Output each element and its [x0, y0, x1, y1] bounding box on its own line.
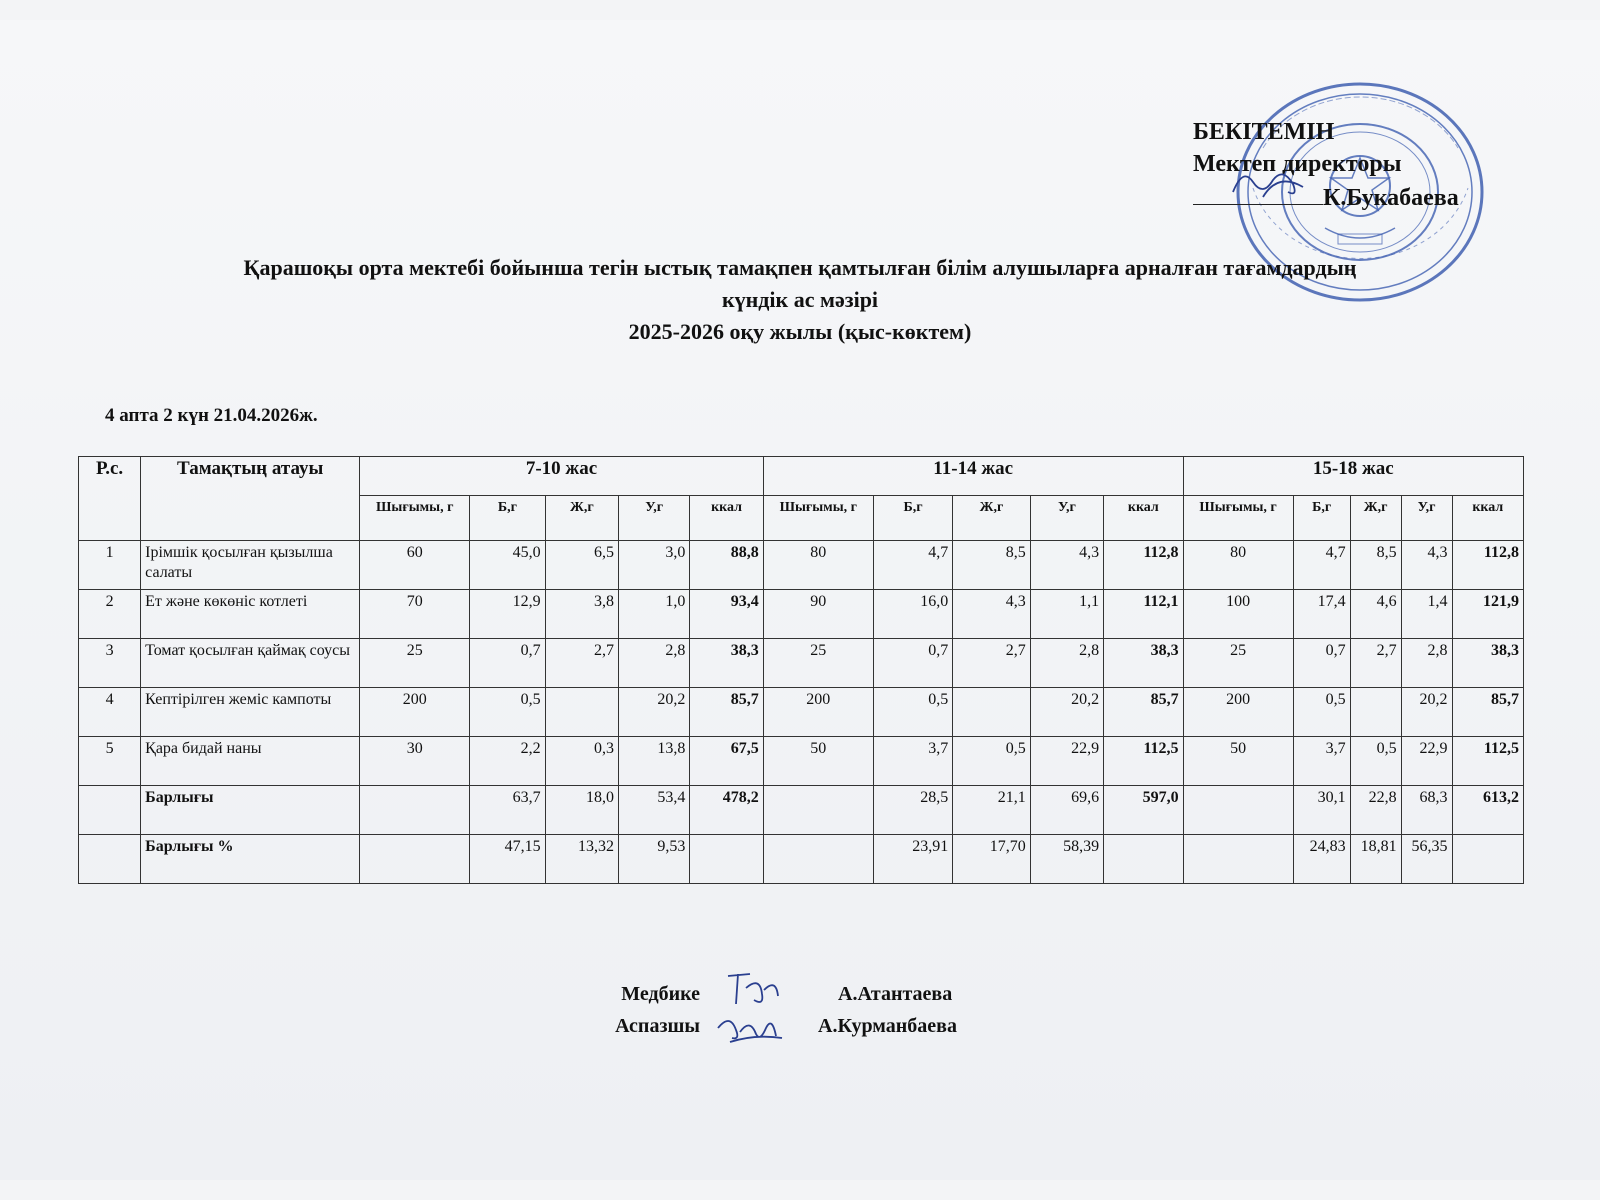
cell-carb-g3: 2,8 — [1401, 639, 1452, 688]
table-row — [79, 688, 1524, 737]
cell-yield-g1: 30 — [360, 737, 470, 786]
cell-yield-g3: 50 — [1183, 737, 1293, 786]
cell-fat-g2: 8,5 — [953, 541, 1030, 590]
total-row-label: Барлығы — [141, 786, 360, 835]
cell-yield-g3: 100 — [1183, 590, 1293, 639]
cell-kcal-g3: 121,9 — [1452, 590, 1523, 639]
percent-row-carb-g2: 58,39 — [1030, 835, 1103, 884]
total-row-protein-g3: 30,1 — [1293, 786, 1350, 835]
cook-signature — [710, 1008, 790, 1048]
total-row-fat-g1: 18,0 — [545, 786, 618, 835]
dish-name: Кептірілген жеміс кампоты — [141, 688, 360, 737]
day-info: 4 апта 2 күн 21.04.2026ж. — [105, 405, 318, 426]
cell-protein-g1: 0,7 — [470, 639, 545, 688]
total-row-yield-g2 — [763, 786, 873, 835]
cell-carb-g2: 1,1 — [1030, 590, 1103, 639]
percent-row-yield-g3 — [1183, 835, 1293, 884]
dish-name: Ірімшік қосылған қызылша салаты — [141, 541, 360, 590]
cell-carb-g2: 20,2 — [1030, 688, 1103, 737]
cell-fat-g3: 0,5 — [1350, 737, 1401, 786]
cell-protein-g2: 0,5 — [873, 688, 952, 737]
cell-yield-g2: 80 — [763, 541, 873, 590]
subheader-zh-g1: Ж,г — [545, 496, 618, 541]
subheader-zh-g2: Ж,г — [953, 496, 1030, 541]
cell-yield-g3: 80 — [1183, 541, 1293, 590]
total-row-yield-g3 — [1183, 786, 1293, 835]
cell-kcal-g1: 93,4 — [690, 590, 763, 639]
cell-carb-g2: 4,3 — [1030, 541, 1103, 590]
cell-protein-g3: 0,7 — [1293, 639, 1350, 688]
cell-carb-g2: 22,9 — [1030, 737, 1103, 786]
nurse-name: А.Атантаева — [838, 983, 953, 1005]
total-row-carb-g3: 68,3 — [1401, 786, 1452, 835]
director-signature — [1193, 180, 1323, 205]
cell-protein-g3: 0,5 — [1293, 688, 1350, 737]
cell-kcal-g2: 38,3 — [1104, 639, 1183, 688]
percent-row-protein-g3: 24,83 — [1293, 835, 1350, 884]
percent-row-kcal-g2 — [1104, 835, 1183, 884]
total-row-yield-g1 — [360, 786, 470, 835]
percent-row-fat-g2: 17,70 — [953, 835, 1030, 884]
menu-table — [78, 456, 1524, 884]
nurse-label: Медбике — [621, 983, 700, 1005]
dish-name: Томат қосылған қаймақ соусы — [141, 639, 360, 688]
cook-label: Аспазшы — [615, 1015, 700, 1037]
subheader-kcal-g2: ккал — [1104, 496, 1183, 541]
table-row — [79, 590, 1524, 639]
total-row-fat-g2: 21,1 — [953, 786, 1030, 835]
table-row — [79, 541, 1524, 590]
approval-position: Мектеп директоры — [1193, 151, 1402, 177]
cell-fat-g3: 2,7 — [1350, 639, 1401, 688]
cell-yield-g2: 200 — [763, 688, 873, 737]
approval-signature-line — [1193, 180, 1513, 214]
cell-fat-g3: 4,6 — [1350, 590, 1401, 639]
subheader-yield-g2: Шығымы, г — [763, 496, 873, 541]
title-line-2: күндік ас мәзірі — [721, 287, 879, 312]
cell-protein-g2: 4,7 — [873, 541, 952, 590]
cell-fat-g1: 6,5 — [545, 541, 618, 590]
cell-carb-g3: 20,2 — [1401, 688, 1452, 737]
document-title — [60, 252, 1540, 348]
cell-yield-g2: 90 — [763, 590, 873, 639]
cell-fat-g3: 8,5 — [1350, 541, 1401, 590]
subheader-yield-g3: Шығымы, г — [1183, 496, 1293, 541]
cell-protein-g1: 45,0 — [470, 541, 545, 590]
subheader-kcal-g3: ккал — [1452, 496, 1523, 541]
cell-kcal-g1: 38,3 — [690, 639, 763, 688]
header-group-15-18: 15-18 жас — [1183, 457, 1523, 496]
cell-kcal-g3: 112,5 — [1452, 737, 1523, 786]
subheader-u-g1: У,г — [619, 496, 690, 541]
cell-yield-g1: 25 — [360, 639, 470, 688]
row-number: 4 — [79, 688, 141, 737]
header-dish-name: Тамақтың атауы — [141, 457, 360, 541]
total-row-protein-g1: 63,7 — [470, 786, 545, 835]
cell-protein-g3: 3,7 — [1293, 737, 1350, 786]
cell-kcal-g2: 112,8 — [1104, 541, 1183, 590]
total-row-kcal-g3: 613,2 — [1452, 786, 1523, 835]
cell-carb-g1: 13,8 — [619, 737, 690, 786]
cell-protein-g3: 17,4 — [1293, 590, 1350, 639]
cell-carb-g1: 1,0 — [619, 590, 690, 639]
cell-protein-g1: 12,9 — [470, 590, 545, 639]
empty-cell — [79, 786, 141, 835]
cell-protein-g2: 3,7 — [873, 737, 952, 786]
percent-row-carb-g1: 9,53 — [619, 835, 690, 884]
cell-carb-g3: 4,3 — [1401, 541, 1452, 590]
cell-kcal-g1: 85,7 — [690, 688, 763, 737]
cell-yield-g1: 70 — [360, 590, 470, 639]
percent-row-protein-g1: 47,15 — [470, 835, 545, 884]
cell-carb-g3: 1,4 — [1401, 590, 1452, 639]
header-group-11-14: 11-14 жас — [763, 457, 1183, 496]
cell-protein-g2: 16,0 — [873, 590, 952, 639]
cell-fat-g2 — [953, 688, 1030, 737]
cell-fat-g1: 2,7 — [545, 639, 618, 688]
director-name: К.Букабаева — [1323, 185, 1459, 211]
cell-yield-g2: 50 — [763, 737, 873, 786]
empty-cell — [79, 835, 141, 884]
cell-carb-g2: 2,8 — [1030, 639, 1103, 688]
subheader-b-g1: Б,г — [470, 496, 545, 541]
cell-carb-g1: 20,2 — [619, 688, 690, 737]
cell-kcal-g3: 38,3 — [1452, 639, 1523, 688]
cell-protein-g1: 0,5 — [470, 688, 545, 737]
cell-kcal-g1: 67,5 — [690, 737, 763, 786]
header-num: Р.с. — [79, 457, 141, 541]
cell-protein-g2: 0,7 — [873, 639, 952, 688]
percent-row-kcal-g1 — [690, 835, 763, 884]
cell-protein-g3: 4,7 — [1293, 541, 1350, 590]
cell-kcal-g3: 85,7 — [1452, 688, 1523, 737]
total-row-kcal-g1: 478,2 — [690, 786, 763, 835]
total-row — [79, 786, 1524, 835]
total-row-fat-g3: 22,8 — [1350, 786, 1401, 835]
cell-fat-g2: 4,3 — [953, 590, 1030, 639]
cell-yield-g2: 25 — [763, 639, 873, 688]
cell-fat-g2: 0,5 — [953, 737, 1030, 786]
percent-row-fat-g1: 13,32 — [545, 835, 618, 884]
cell-fat-g1: 0,3 — [545, 737, 618, 786]
cell-yield-g3: 25 — [1183, 639, 1293, 688]
subheader-u-g2: У,г — [1030, 496, 1103, 541]
header-group-7-10: 7-10 жас — [360, 457, 764, 496]
total-row-carb-g1: 53,4 — [619, 786, 690, 835]
row-number: 1 — [79, 541, 141, 590]
cell-kcal-g2: 112,5 — [1104, 737, 1183, 786]
total-row-kcal-g2: 597,0 — [1104, 786, 1183, 835]
percent-row-label: Барлығы % — [141, 835, 360, 884]
approval-heading: БЕКІТЕМІН — [1193, 119, 1335, 145]
percent-row-kcal-g3 — [1452, 835, 1523, 884]
subheader-yield-g1: Шығымы, г — [360, 496, 470, 541]
subheader-kcal-g1: ккал — [690, 496, 763, 541]
subheader-b-g2: Б,г — [873, 496, 952, 541]
subheader-u-g3: У,г — [1401, 496, 1452, 541]
cell-fat-g3 — [1350, 688, 1401, 737]
dish-name: Қара бидай наны — [141, 737, 360, 786]
cell-protein-g1: 2,2 — [470, 737, 545, 786]
percent-row-carb-g3: 56,35 — [1401, 835, 1452, 884]
cell-carb-g1: 3,0 — [619, 541, 690, 590]
cell-yield-g3: 200 — [1183, 688, 1293, 737]
cell-yield-g1: 60 — [360, 541, 470, 590]
percent-row-protein-g2: 23,91 — [873, 835, 952, 884]
percent-row-fat-g3: 18,81 — [1350, 835, 1401, 884]
cell-kcal-g1: 88,8 — [690, 541, 763, 590]
approval-block — [1193, 116, 1513, 214]
cell-fat-g2: 2,7 — [953, 639, 1030, 688]
percent-row-yield-g1 — [360, 835, 470, 884]
dish-name: Ет және көкөніс котлеті — [141, 590, 360, 639]
percent-row-yield-g2 — [763, 835, 873, 884]
title-line-3: 2025-2026 оқу жылы (қыс-көктем) — [628, 319, 972, 344]
row-number: 5 — [79, 737, 141, 786]
cell-carb-g1: 2,8 — [619, 639, 690, 688]
cook-name: А.Курманбаева — [818, 1015, 957, 1037]
cell-fat-g1 — [545, 688, 618, 737]
cell-carb-g3: 22,9 — [1401, 737, 1452, 786]
table-row — [79, 639, 1524, 688]
subheader-zh-g3: Ж,г — [1350, 496, 1401, 541]
total-row-carb-g2: 69,6 — [1030, 786, 1103, 835]
cell-kcal-g3: 112,8 — [1452, 541, 1523, 590]
cell-kcal-g2: 85,7 — [1104, 688, 1183, 737]
cell-yield-g1: 200 — [360, 688, 470, 737]
title-line-1: Қарашоқы орта мектебі бойынша тегін ыстық тамақпен қамтылған білім алушыларға арналған тағамдардың — [243, 255, 1357, 280]
percent-row — [79, 835, 1524, 884]
subheader-b-g3: Б,г — [1293, 496, 1350, 541]
table-row — [79, 737, 1524, 786]
row-number: 3 — [79, 639, 141, 688]
row-number: 2 — [79, 590, 141, 639]
cell-fat-g1: 3,8 — [545, 590, 618, 639]
cell-kcal-g2: 112,1 — [1104, 590, 1183, 639]
nurse-signature — [720, 966, 790, 1010]
total-row-protein-g2: 28,5 — [873, 786, 952, 835]
